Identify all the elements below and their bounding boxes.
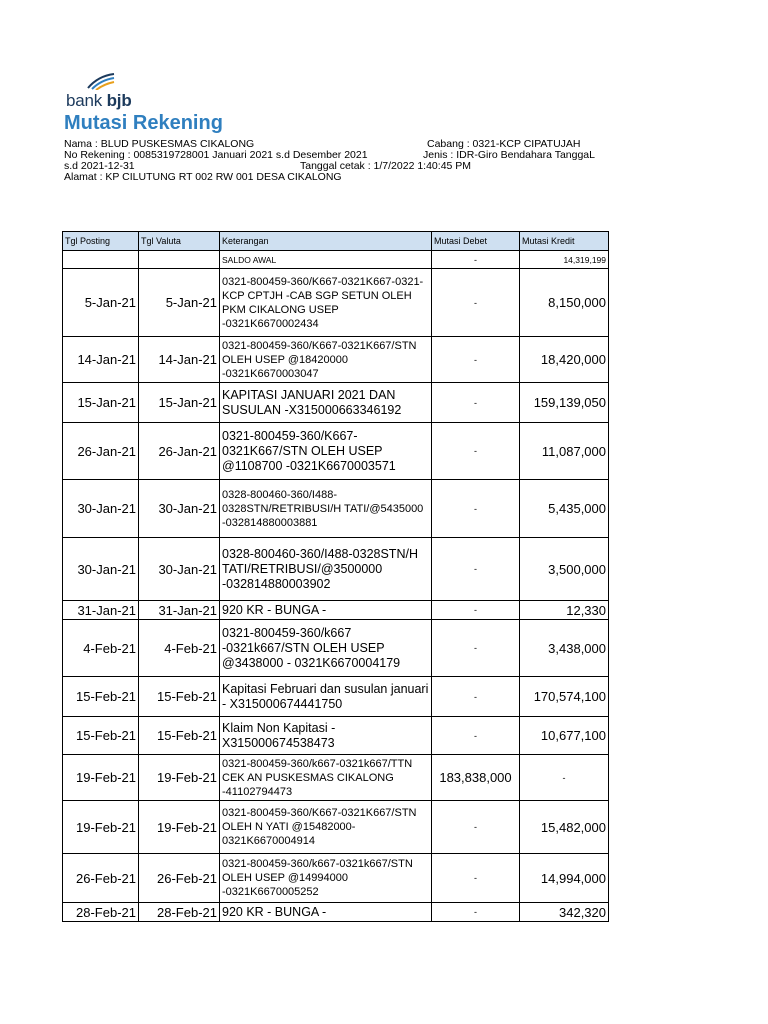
cell-keterangan: 0321-800459-360/K667-0321K667/STN OLEH USEP @18420000 -0321K6670003047 [220,337,432,383]
account-name: Nama : BLUD PUSKESMAS CIKALONG [64,138,255,150]
cell-mutasi-kredit: 3,438,000 [520,620,609,677]
col-header-valuta: Tgl Valuta [139,232,220,251]
col-header-debet: Mutasi Debet [432,232,520,251]
cell-tgl-posting: 15-Feb-21 [63,677,139,717]
cell-keterangan: Klaim Non Kapitasi -X315000674538473 [220,717,432,755]
cell-tgl-valuta: 26-Jan-21 [139,423,220,480]
cell-mutasi-kredit: 14,994,000 [520,854,609,903]
col-header-kredit: Mutasi Kredit [520,232,609,251]
cell-tgl-valuta: 30-Jan-21 [139,480,220,538]
account-type: Jenis : IDR-Giro Bendahara TanggaL [423,149,595,161]
cell-tgl-valuta: 5-Jan-21 [139,269,220,337]
cell-mutasi-debet: - [432,601,520,620]
cell-keterangan: 0328-800460-360/I488-0328STN/H TATI/RETRIBUSI/@3500000 -032814880003902 [220,538,432,601]
cell-tgl-posting: 26-Jan-21 [63,423,139,480]
cell-mutasi-debet: - [432,677,520,717]
table-row [63,601,609,620]
cell-mutasi-debet: 183,838,000 [432,755,520,801]
cell-mutasi-debet: - [432,480,520,538]
cell-keterangan: 0321-800459-360/k667 -0321k667/STN OLEH USEP @3438000 - 0321K6670004179 [220,620,432,677]
col-header-keterangan: Keterangan [220,232,432,251]
cell-tgl-valuta: 31-Jan-21 [139,601,220,620]
cell-tgl-posting: 5-Jan-21 [63,269,139,337]
cell-mutasi-kredit: 342,320 [520,903,609,922]
cell-tgl-posting: 26-Feb-21 [63,854,139,903]
cell-mutasi-debet: - [432,251,520,269]
cell-mutasi-debet: - [432,620,520,677]
address: Alamat : KP CILUTUNG RT 002 RW 001 DESA CIKALONG [64,171,342,183]
mutation-table [62,231,609,922]
cell-tgl-posting [63,251,139,269]
cell-mutasi-kredit: 5,435,000 [520,480,609,538]
cell-tgl-valuta: 30-Jan-21 [139,538,220,601]
cell-tgl-posting: 28-Feb-21 [63,903,139,922]
period-end: s.d 2021-12-31 [64,160,135,172]
cell-tgl-valuta: 26-Feb-21 [139,854,220,903]
cell-keterangan: 0321-800459-360/k667-0321k667/TTN CEK AN PUSKESMAS CIKALONG -41102794473 [220,755,432,801]
col-header-posting: Tgl Posting [63,232,139,251]
cell-tgl-valuta: 19-Feb-21 [139,801,220,854]
bank-logo [66,72,146,112]
cell-mutasi-kredit: 12,330 [520,601,609,620]
table-row [63,480,609,538]
table-row [63,337,609,383]
account-number-period: No Rekening : 0085319728001 Januari 2021 s.d Desember 2021 [64,149,368,161]
cell-keterangan: 0321-800459-360/K667-0321K667/STN OLEH N YATI @15482000-0321K6670004914 [220,801,432,854]
cell-mutasi-debet: - [432,337,520,383]
cell-mutasi-debet: - [432,538,520,601]
cell-tgl-posting: 15-Feb-21 [63,717,139,755]
bank-logo-text: bank bjb [66,91,132,110]
cell-keterangan: 920 KR - BUNGA - [220,903,432,922]
cell-mutasi-kredit: 18,420,000 [520,337,609,383]
branch: Cabang : 0321-KCP CIPATUJAH [427,138,581,150]
table-row [63,383,609,423]
table-row [63,251,609,269]
table-row [63,538,609,601]
cell-mutasi-kredit: 8,150,000 [520,269,609,337]
cell-tgl-valuta [139,251,220,269]
cell-keterangan: 0321-800459-360/K667-0321K667/STN OLEH USEP @1108700 -0321K6670003571 [220,423,432,480]
cell-tgl-valuta: 14-Jan-21 [139,337,220,383]
cell-tgl-valuta: 4-Feb-21 [139,620,220,677]
cell-mutasi-debet: - [432,269,520,337]
cell-mutasi-debet: - [432,423,520,480]
page-title: Mutasi Rekening [64,112,223,134]
cell-tgl-valuta: 15-Feb-21 [139,717,220,755]
table-row [63,854,609,903]
table-row [63,717,609,755]
cell-keterangan: Kapitasi Februari dan susulan januari - X315000674441750 [220,677,432,717]
cell-mutasi-debet: - [432,801,520,854]
cell-keterangan: 0321-800459-360/K667-0321K667-0321-KCP CPTJH -CAB SGP SETUN OLEH PKM CIKALONG USEP -0321K6670002434 [220,269,432,337]
cell-tgl-valuta: 19-Feb-21 [139,755,220,801]
cell-mutasi-kredit: 3,500,000 [520,538,609,601]
cell-keterangan: 920 KR - BUNGA - [220,601,432,620]
print-date: Tanggal cetak : 1/7/2022 1:40:45 PM [300,160,472,172]
cell-tgl-posting: 19-Feb-21 [63,801,139,854]
cell-mutasi-kredit: 159,139,050 [520,383,609,423]
cell-tgl-posting: 14-Jan-21 [63,337,139,383]
cell-tgl-posting: 31-Jan-21 [63,601,139,620]
cell-mutasi-debet: - [432,854,520,903]
cell-mutasi-kredit: 15,482,000 [520,801,609,854]
cell-tgl-posting: 30-Jan-21 [63,480,139,538]
cell-tgl-posting: 19-Feb-21 [63,755,139,801]
cell-tgl-posting: 15-Jan-21 [63,383,139,423]
cell-mutasi-kredit: 170,574,100 [520,677,609,717]
cell-mutasi-debet: - [432,383,520,423]
cell-tgl-valuta: 28-Feb-21 [139,903,220,922]
cell-mutasi-kredit: 11,087,000 [520,423,609,480]
cell-mutasi-kredit: - [520,755,609,801]
table-row [63,801,609,854]
table-row [63,677,609,717]
cell-keterangan: SALDO AWAL [220,251,432,269]
cell-keterangan: 0328-800460-360/I488-0328STN/RETRIBUSI/H TATI/@5435000 -032814880003881 [220,480,432,538]
cell-mutasi-debet: - [432,903,520,922]
cell-mutasi-kredit: 14,319,199 [520,251,609,269]
cell-tgl-posting: 30-Jan-21 [63,538,139,601]
table-row [63,620,609,677]
cell-mutasi-kredit: 10,677,100 [520,717,609,755]
table-row [63,269,609,337]
cell-tgl-valuta: 15-Feb-21 [139,677,220,717]
bank-logo-swoosh-icon [86,72,116,90]
cell-tgl-posting: 4-Feb-21 [63,620,139,677]
table-row [63,423,609,480]
table-row [63,755,609,801]
table-row [63,903,609,922]
cell-keterangan: 0321-800459-360/k667-0321k667/STN OLEH USEP @14994000 -0321K6670005252 [220,854,432,903]
cell-keterangan: KAPITASI JANUARI 2021 DAN SUSULAN -X315000663346192 [220,383,432,423]
cell-tgl-valuta: 15-Jan-21 [139,383,220,423]
table-header-row [63,232,609,251]
cell-mutasi-debet: - [432,717,520,755]
